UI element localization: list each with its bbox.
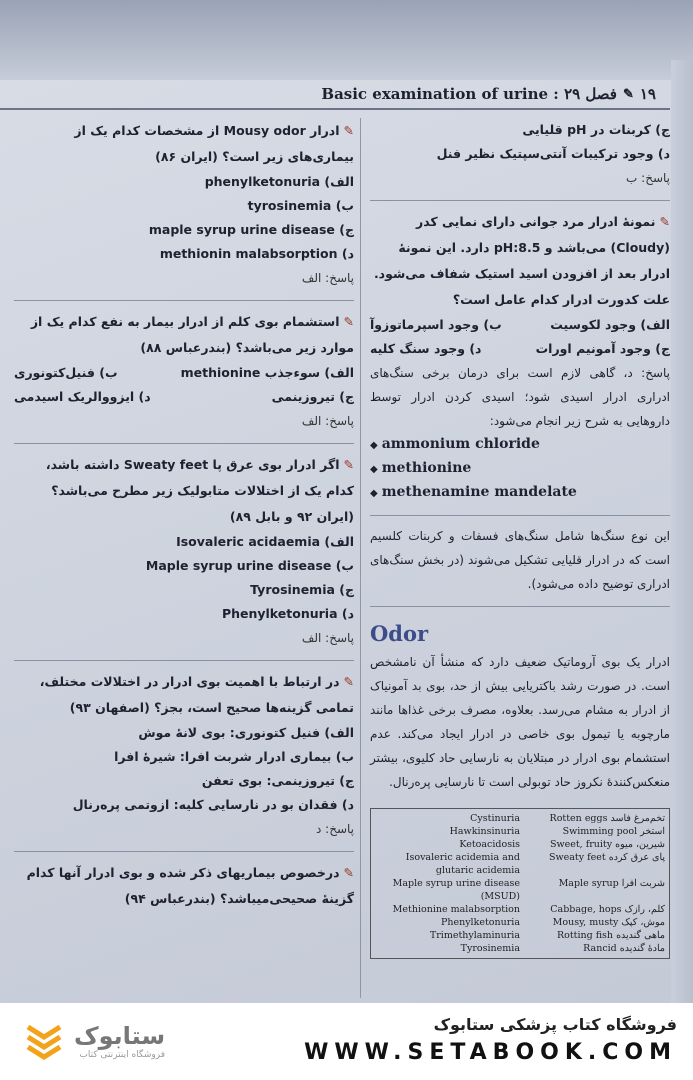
option-b: ب) tyrosinemia	[247, 198, 354, 213]
page-header	[0, 80, 670, 110]
option-c: ج) تیروزینمی: بوی تعفن	[201, 773, 354, 788]
option-b: ب) وجود اسپرماتوزوآ	[370, 317, 502, 332]
store-url[interactable]: WWW.SETABOOK.COM	[304, 1040, 677, 1065]
answer-text: پاسخ: د، گاهی لازم است برای درمان برخی سنگ‌های ادراری ادرار اسیدی شود؛ اسیدی کردن ادرار توسط داروهایی به شرح زیر انجام می‌شود:	[370, 366, 670, 428]
left-column	[14, 118, 354, 912]
table-cell: Cabbage, hops کلم، رازک	[550, 904, 665, 915]
options-row	[14, 361, 354, 385]
option-b: ب) بیماری ادرار شربت افرا: شیرهٔ افرا	[114, 749, 354, 764]
table-cell: Cystinuria	[470, 813, 520, 824]
option-b: ب) فنیل‌کتونوری	[14, 365, 118, 380]
pen-icon: ✎	[622, 86, 634, 102]
options-row	[370, 337, 670, 361]
odor-paragraph: ادرار یک بوی آروماتیک ضعیف دارد که منشأ آن نامشخص است. در صورت رشد باکتریایی بیش از حد، بوی بد آمونیاک از ادرار به مشام می‌رسد. بعلاوه، مصرف برخی غذاها مانند مارچوبه یا تیمول بوی خاصی در ادرار ایجاد می‌کند. عدم استشمام بوی ادرار در مبتلایان به نارسایی حاد کلیوی، بیشتر منعکس‌کنندهٔ نکروز حاد توبولی است تا نارسایی پره‌رنال.	[370, 655, 670, 789]
store-info	[304, 1015, 677, 1065]
option-a: الف) phenylketonuria	[204, 174, 354, 189]
odor-table	[370, 808, 670, 959]
table-cell: Tyrosinemia	[460, 943, 520, 954]
bullet-item: ◆ methenamine mandelate	[370, 484, 577, 500]
page-number: ١٩	[639, 85, 656, 103]
table-cell: Hawkinsinuria	[449, 826, 520, 837]
separator	[370, 200, 670, 201]
option-d: د) فقدان بو در نارسایی کلیه: ازوتمی پره‌رنال	[72, 797, 354, 812]
right-column	[370, 118, 670, 959]
option-c: ج) maple syrup urine disease	[148, 222, 354, 237]
answer: پاسخ: الف	[301, 631, 354, 645]
logo-subtitle: فروشگاه اینترنتی کتاب	[79, 1050, 166, 1060]
separator	[14, 300, 354, 301]
option-c: ج) Tyrosinemia	[250, 582, 354, 597]
question-text: نمونهٔ ادرار مرد جوانی دارای نمایی کدر (Cloudy) می‌باشد و pH:8.5 دارد. این نمونهٔ ادرار بعد از افزودن اسید استیک شفاف می‌شود. علت کدورت ادرار کدام عامل است؟	[373, 214, 670, 307]
separator	[14, 851, 354, 852]
pen-icon: ✎	[659, 214, 670, 229]
logo-text	[74, 1022, 165, 1060]
table-cell: Sweaty feet پای عرق کرده	[548, 852, 665, 863]
question	[14, 669, 354, 721]
option-c: ج) وجود آمونیم اورات	[535, 341, 670, 356]
option-d: د) Phenylketonuria	[221, 606, 354, 621]
option-a: الف) فنیل کتونوری: بوی لانهٔ موش	[138, 725, 354, 740]
diamond-icon: ◆	[370, 488, 378, 499]
option-d: د) وجود ترکیبات آنتی‌سپتیک نظیر فنل	[436, 146, 670, 161]
bullet-item: ◆ ammonium chloride	[370, 436, 540, 452]
page-top-shadow	[0, 0, 693, 80]
chevron-logo-icon	[22, 1019, 66, 1063]
paragraph: این نوع سنگ‌ها شامل سنگ‌های فسفات و کربنات کلسیم است که در ادرار قلیایی تشکیل می‌شوند (در بخش سنگ‌های ادراری توضیح داده می‌شود).	[370, 529, 670, 591]
table-cell: Phenylketonuria	[440, 917, 520, 928]
chapter-title: Basic examination of urine : فصل ٢٩	[321, 85, 617, 103]
question	[370, 209, 670, 313]
pen-icon: ✎	[343, 123, 354, 138]
diamond-icon: ◆	[370, 464, 378, 475]
option-d: د) وجود سنگ کلیه	[370, 341, 482, 356]
column-divider	[360, 118, 361, 998]
table-cell: Ketoacidosis	[459, 839, 520, 850]
bullet-item: ◆ methionine	[370, 460, 472, 476]
store-logo[interactable]	[22, 1019, 165, 1063]
question	[14, 309, 354, 361]
option-a: الف) Isovaleric acidaemia	[176, 534, 354, 549]
question	[14, 118, 354, 170]
separator	[14, 660, 354, 661]
separator	[14, 443, 354, 444]
option-a: الف) وجود لکوسیت	[550, 317, 670, 332]
option-b: ب) Maple syrup urine disease	[145, 558, 354, 573]
pen-icon: ✎	[343, 865, 354, 880]
table-cell: Isovaleric acidemia and glutaric acidemia	[405, 852, 520, 876]
table-cell: Maple syrup urine disease (MSUD)	[392, 878, 520, 902]
separator	[370, 606, 670, 607]
pen-icon: ✎	[343, 314, 354, 329]
option-d: د) ایزووالریک اسیدمی	[14, 389, 151, 404]
question	[14, 860, 354, 912]
question	[14, 452, 354, 530]
store-name: فروشگاه کتاب پزشکی ستابوک	[433, 1015, 677, 1034]
store-footer	[0, 1003, 693, 1080]
question-text: در ارتباط با اهمیت بوی ادرار در اختلالات مختلف، تمامی گزینه‌ها صحیح است، بجز؟ (اصفهان ۹۳)	[39, 674, 354, 715]
logo-name: ستابوک	[74, 1022, 166, 1050]
question-text: درخصوص بیماریهای ذکر شده و بوی ادرار آنها کدام گزینهٔ صحیحی‌میباشد؟ (بندرعباس ۹۴)	[26, 865, 354, 906]
table-cell: Trimethylaminuria	[429, 930, 520, 941]
option-d: د) methionin malabsorption	[159, 246, 354, 261]
pen-icon: ✎	[343, 457, 354, 472]
answer: پاسخ: د	[316, 822, 354, 836]
answer: پاسخ: ب	[626, 171, 670, 185]
page-edge	[671, 60, 693, 1003]
option-c: ج) کربنات در pH قلیایی	[522, 122, 670, 137]
separator	[370, 515, 670, 516]
options-row	[14, 385, 354, 409]
question-text: استشمام بوی کلم از ادرار بیمار به نفع کدام یک از موارد زیر می‌باشد؟ (بندرعباس ۸۸)	[30, 314, 354, 355]
question-text: اگر ادرار بوی عرق پا Sweaty feet داشته باشد، کدام یک از اختلالات متابولیک زیر مطرح می‌باشد؟ (ایران ۹۲ و بابل ۸۹)	[45, 457, 354, 524]
answer: پاسخ: الف	[301, 414, 354, 428]
answer: پاسخ: الف	[301, 271, 354, 285]
table-cell: Mousy, musty موش، کپک	[552, 917, 665, 928]
section-title: Odor	[370, 621, 429, 646]
diamond-icon: ◆	[370, 440, 378, 451]
table-cell: Swimming pool استخر	[562, 826, 665, 837]
option-a: الف) سوءجذب methionine	[180, 365, 354, 380]
pen-icon: ✎	[343, 674, 354, 689]
table-cell: Maple syrup شربت افرا	[558, 878, 665, 889]
option-c: ج) تیروزینمی	[271, 389, 354, 404]
options-row	[370, 313, 670, 337]
table-cell: Sweet, fruity شیرین، میوه	[549, 839, 665, 850]
table-cell: Rotting fish ماهی گندیده	[556, 930, 665, 941]
table-cell: Rotten eggs تخم‌مرغ فاسد	[549, 813, 665, 824]
table-cell: Rancid مادهٔ گندیده	[583, 943, 665, 954]
question-text: ادرار Mousy odor از مشخصات کدام یک از بیماری‌های زیر است؟ (ایران ۸۶)	[74, 123, 354, 164]
table-cell: Methionine malabsorption	[392, 904, 520, 915]
